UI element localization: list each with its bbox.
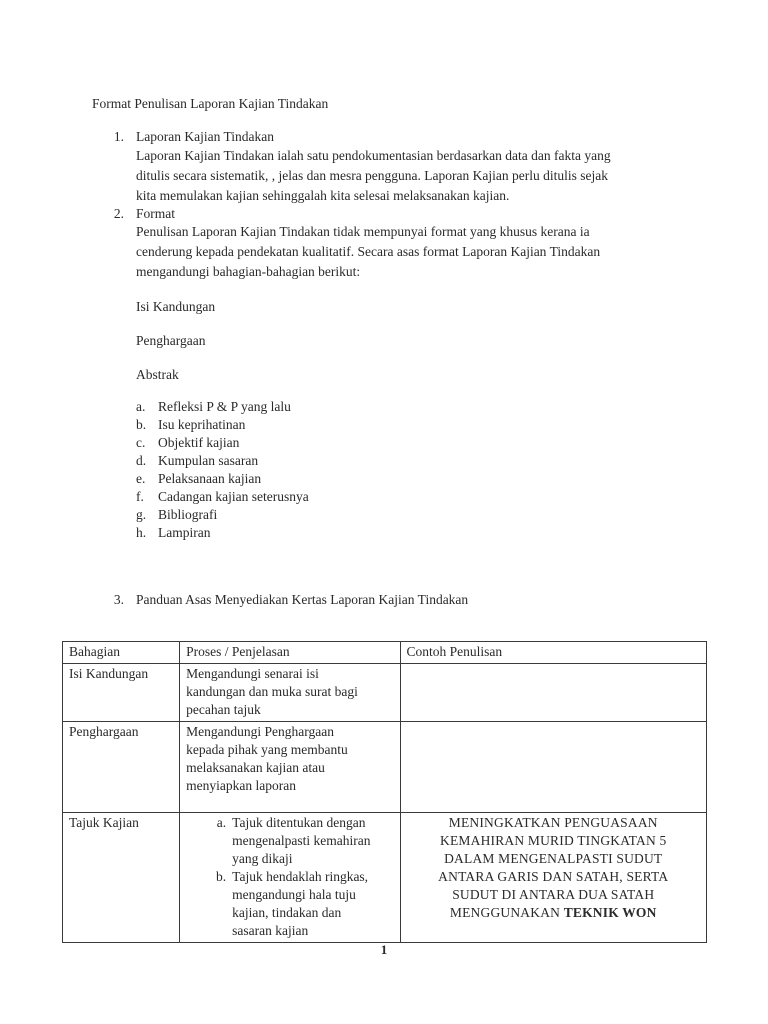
cell-line: Mengandungi Penghargaan <box>186 724 335 739</box>
list-marker: f. <box>136 489 144 504</box>
list-item <box>136 506 217 524</box>
section-1-heading: Laporan Kajian Tindakan <box>136 129 274 144</box>
list-item <box>136 452 258 470</box>
cell-contoh <box>400 813 707 943</box>
list-item-text: Refleksi P & P yang lalu <box>158 399 291 414</box>
list-item <box>136 488 309 506</box>
cell-line: Mengandungi senarai isi <box>186 666 319 681</box>
list-item-text: Objektif kajian <box>158 435 240 450</box>
section-2-heading: Format <box>136 206 175 221</box>
list-item <box>136 416 245 434</box>
header-proses: Proses / Penjelasan <box>180 642 400 664</box>
document-title: Format Penulisan Laporan Kajian Tindakan <box>92 96 329 111</box>
list-item-text: Cadangan kajian seterusnya <box>158 489 309 504</box>
table-header-row <box>63 642 707 664</box>
section-1-number: 1. <box>113 129 124 144</box>
list-marker: c. <box>136 435 146 450</box>
list-marker: b. <box>136 417 147 432</box>
header-contoh: Contoh Penulisan <box>400 642 707 664</box>
sub-list-text <box>232 868 368 940</box>
list-item <box>136 398 291 416</box>
sub-list <box>180 814 393 940</box>
cell-line: menyiapkan laporan <box>186 778 297 793</box>
cell-line: kajian, tindakan dan <box>232 905 342 920</box>
list-item-text: Isu keprihatinan <box>158 417 246 432</box>
cell-contoh <box>400 664 707 722</box>
cell-line: kandungan dan muka surat bagi <box>186 684 358 699</box>
cell-line: sasaran kajian <box>232 923 309 938</box>
section-2-line: mengandungi bahagian-bahagian berikut: <box>136 264 361 279</box>
cell-bahagian: Penghargaan <box>63 722 180 813</box>
sub-list-marker: a. <box>216 815 227 830</box>
example-line: MENINGKATKAN PENGUASAAN <box>448 815 658 830</box>
cell-proses <box>180 813 400 943</box>
cell-line: Tajuk hendaklah ringkas, <box>232 869 369 884</box>
section-2-line: Penulisan Laporan Kajian Tindakan tidak mempunyai format yang khusus kerana ia <box>136 224 590 239</box>
list-item-text: Kumpulan sasaran <box>158 453 259 468</box>
cell-line: kepada pihak yang membantu <box>186 742 348 757</box>
list-item <box>136 470 261 488</box>
list-item-text: Bibliografi <box>158 507 218 522</box>
example-bold-term: TEKNIK WON <box>563 905 657 920</box>
example-line <box>407 904 701 922</box>
section-3-heading: Panduan Asas Menyediakan Kertas Laporan Kajian Tindakan <box>136 592 469 607</box>
table-row <box>63 813 707 943</box>
table-row <box>63 722 707 813</box>
cell-bahagian: Isi Kandungan <box>63 664 180 722</box>
example-line: DALAM MENGENALPASTI SUDUT <box>444 851 663 866</box>
part-penghargaan: Penghargaan <box>136 333 206 348</box>
cell-line: pecahan tajuk <box>186 702 261 717</box>
part-isi-kandungan: Isi Kandungan <box>136 299 216 314</box>
list-item-text: Lampiran <box>158 525 211 540</box>
sub-list-marker: b. <box>216 869 227 884</box>
sub-list-item <box>180 868 393 940</box>
section-1-line: Laporan Kajian Tindakan ialah satu pendokumentasian berdasarkan data dan fakta yang <box>136 148 611 163</box>
list-marker: a. <box>136 399 146 414</box>
sub-list-text <box>232 814 370 868</box>
header-bahagian: Bahagian <box>63 642 180 664</box>
guide-table <box>62 641 707 943</box>
section-2-line: cenderung kepada pendekatan kualitatif. Secara asas format Laporan Kajian Tindakan <box>136 244 601 259</box>
list-marker: e. <box>136 471 146 486</box>
sub-list-item <box>180 814 393 868</box>
list-item-text: Pelaksanaan kajian <box>158 471 262 486</box>
list-item <box>136 434 239 452</box>
part-abstrak: Abstrak <box>136 367 179 382</box>
example-title <box>407 814 701 922</box>
cell-line: mengenalpasti kemahiran <box>232 833 371 848</box>
section-2-number: 2. <box>113 206 124 221</box>
example-line: KEMAHIRAN MURID TINGKATAN 5 <box>440 833 667 848</box>
cell-line: yang dikaji <box>232 851 293 866</box>
table-row <box>63 664 707 722</box>
page-number: 1 <box>380 942 388 957</box>
list-marker: g. <box>136 507 147 522</box>
list-item <box>136 524 210 542</box>
cell-proses <box>180 722 400 813</box>
section-3-number: 3. <box>113 592 124 607</box>
cell-line: Tajuk ditentukan dengan <box>232 815 366 830</box>
section-1-line: ditulis secara sistematik, , jelas dan mesra pengguna. Laporan Kajian perlu ditulis sejak <box>136 168 608 183</box>
example-line: SUDUT DI ANTARA DUA SATAH <box>452 887 655 902</box>
example-last-prefix: MENGGUNAKAN <box>449 905 564 920</box>
example-line: ANTARA GARIS DAN SATAH, SERTA <box>438 869 669 884</box>
cell-proses <box>180 664 400 722</box>
cell-bahagian: Tajuk Kajian <box>63 813 180 943</box>
cell-line: melaksanakan kajian atau <box>186 760 325 775</box>
cell-line: mengandungi hala tuju <box>232 887 356 902</box>
list-marker: h. <box>136 525 147 540</box>
list-marker: d. <box>136 453 147 468</box>
cell-contoh <box>400 722 707 813</box>
section-1-line: kita memulakan kajian sehinggalah kita selesai melaksanakan kajian. <box>136 188 510 203</box>
